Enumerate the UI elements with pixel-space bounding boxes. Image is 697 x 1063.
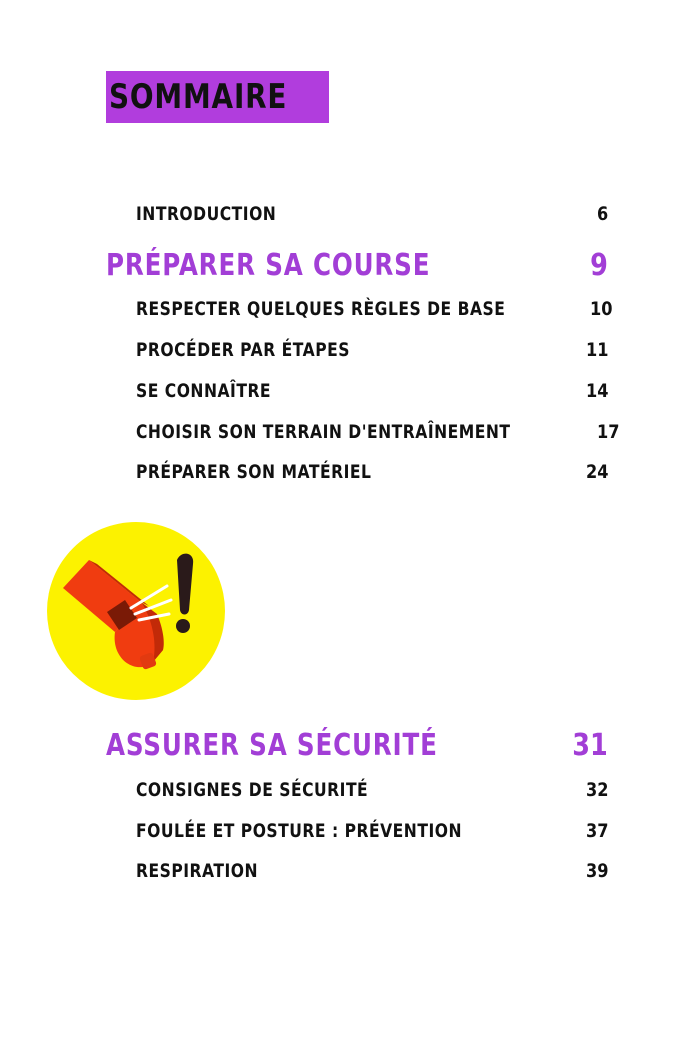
toc-section-title: PRÉPARER SA COURSE <box>106 247 431 283</box>
title-highlight <box>106 71 329 123</box>
toc-entry-label: CONSIGNES DE SÉCURITÉ <box>136 779 369 801</box>
toc-entry-page: 39 <box>585 860 608 882</box>
page-title: SOMMAIRE <box>109 77 288 117</box>
toc-entry-page: 6 <box>596 203 608 225</box>
toc-entry-page: 24 <box>585 461 608 483</box>
toc-section-preparer <box>106 245 608 285</box>
toc-entry-page: 32 <box>585 779 608 801</box>
toc-entry <box>136 817 608 845</box>
toc-entry <box>136 857 608 885</box>
toc-entry-label: FOULÉE ET POSTURE : PRÉVENTION <box>136 820 463 842</box>
toc-entry-label: CHOISIR SON TERRAIN D'ENTRAÎNEMENT <box>136 421 511 443</box>
toc-entry-page: 11 <box>585 339 608 361</box>
toc-entry-label: RESPECTER QUELQUES RÈGLES DE BASE <box>136 298 506 320</box>
toc-section-page: 9 <box>590 247 608 283</box>
toc-entry <box>136 336 608 364</box>
toc-entry-label: PROCÉDER PAR ÉTAPES <box>136 339 350 361</box>
toc-entry-label: SE CONNAÎTRE <box>136 380 272 402</box>
toc-section-assurer <box>106 725 608 765</box>
toc-entry <box>136 776 608 804</box>
toc-entry-introduction <box>136 200 608 228</box>
toc-section-page: 31 <box>572 727 608 763</box>
whistle-icon <box>45 520 227 702</box>
toc-entry <box>136 418 620 446</box>
toc-entry-page: 37 <box>585 820 608 842</box>
toc-entry-label: PRÉPARER SON MATÉRIEL <box>136 461 372 483</box>
toc-entry <box>136 377 608 405</box>
toc-section-title: ASSURER SA SÉCURITÉ <box>106 727 438 763</box>
toc-entry <box>136 458 608 486</box>
toc-entry <box>136 295 613 323</box>
toc-entry-label: INTRODUCTION <box>136 203 277 225</box>
toc-entry-page: 10 <box>590 298 613 320</box>
toc-entry-page: 17 <box>596 421 620 443</box>
toc-entry-label: RESPIRATION <box>136 860 259 882</box>
toc-entry-page: 14 <box>585 380 608 402</box>
